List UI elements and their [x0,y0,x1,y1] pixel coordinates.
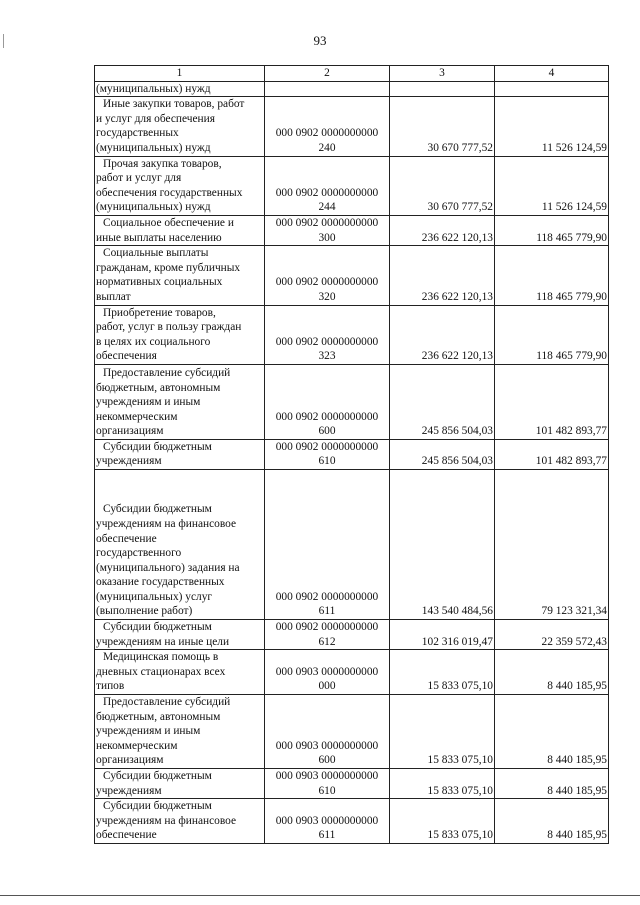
row-code-cell [265,439,390,469]
row-code-cell [265,650,390,695]
column-header-2: 2 [265,66,390,82]
row-amount-col3: 15 833 075,10 [390,799,495,844]
row-code-cell [265,246,390,305]
row-name-line: гражданам, кроме публичных [96,261,241,274]
row-name-cell [95,364,265,439]
table-row [95,695,609,769]
row-name-line: Иные закупки товаров, работ [103,98,245,111]
row-name-line: типов [96,680,125,693]
row-name-cell [95,246,265,305]
row-amount-col4: 101 482 893,77 [495,364,609,439]
row-amount-col4: 8 440 185,95 [495,769,609,799]
table-row [95,470,609,620]
row-name-line: государственных [96,127,179,140]
row-name-cell [95,81,265,97]
row-name-line: Субсидии бюджетным [103,440,212,453]
table-row [95,364,609,439]
row-name-line: (муниципальных) услуг [96,590,213,603]
row-code-line: 000 0903 0000000000 [275,665,379,678]
row-code-line: 000 0902 0000000000 [275,621,379,634]
page-bottom-rule [0,895,640,896]
row-code-cell [265,695,390,769]
row-name-line: работ и услуг для [96,172,182,185]
row-code-line: 000 0902 0000000000 [275,127,379,140]
page-number: 93 [313,33,327,48]
row-code-line: 000 0902 0000000000 [275,410,379,423]
row-code-line: 000 [318,680,336,693]
row-name-line: обеспечения государственных [96,186,243,199]
row-name-cell [95,156,265,215]
row-name-line: Субсидии бюджетным [103,770,212,782]
row-name-line: государственного [96,547,182,560]
row-name-line: (выполнение работ) [96,605,193,618]
row-name-line: дневных стационарах всех [96,665,226,678]
row-name-cell [95,650,265,695]
row-name-line: выплат [96,290,131,303]
row-name-line: бюджетным, автономным [96,381,221,394]
table-row [95,620,609,650]
row-amount-col3: 102 316 019,47 [390,620,495,650]
row-name-cell [95,799,265,844]
row-name-line: иные выплаты населению [96,231,222,244]
row-amount-col4: 11 526 124,59 [495,156,609,215]
row-amount-col4: 8 440 185,95 [495,799,609,844]
row-code-line: 000 0902 0000000000 [275,276,379,289]
row-code-line: 000 0902 0000000000 [275,335,379,348]
row-code-line: 300 [318,231,336,244]
row-name-line: Социальные выплаты [103,247,209,260]
row-code-cell [265,799,390,844]
row-name-line: Субсидии бюджетным [103,800,212,813]
row-code-cell [265,156,390,215]
table-header-row [95,66,609,82]
row-name-line: Предоставление субсидий [103,366,231,379]
row-amount-col4: 101 482 893,77 [495,439,609,469]
row-code-line: 000 0902 0000000000 [275,440,379,453]
row-amount-col4: 118 465 779,90 [495,305,609,364]
row-amount-col4: 11 526 124,59 [495,97,609,156]
row-name-line: Субсидии бюджетным [103,621,212,634]
row-code-cell [265,81,390,97]
row-name-line: Субсидии бюджетным [103,503,212,516]
row-name-line: Медицинская помощь в [103,651,219,664]
row-name-cell [95,620,265,650]
table-row [95,97,609,156]
row-name-line: работ, услуг в пользу граждан [96,321,242,334]
row-name-line: учреждениям на финансовое [96,814,237,827]
row-name-line: Приобретение товаров, [103,306,216,319]
row-name-line: учреждениям на финансовое [96,517,237,530]
row-amount-col3: 143 540 484,56 [390,470,495,620]
row-code-cell [265,364,390,439]
row-code-line: 610 [318,455,336,468]
row-code-line: 000 0902 0000000000 [275,216,379,229]
row-name-cell [95,97,265,156]
row-code-line: 000 0903 0000000000 [275,770,379,782]
row-name-line: учреждениям и иным [96,396,201,409]
row-amount-col4: 118 465 779,90 [495,246,609,305]
row-name-cell [95,215,265,245]
column-header-3: 3 [390,66,495,82]
row-amount-col4: 79 123 321,34 [495,470,609,620]
row-name-line: (муниципальных) нужд [96,82,211,95]
row-code-cell [265,215,390,245]
row-name-line: организациям [96,754,164,767]
row-amount-col3: 236 622 120,13 [390,305,495,364]
table-row [95,439,609,469]
row-code-line: 000 0903 0000000000 [275,739,379,752]
row-amount-col3: 236 622 120,13 [390,215,495,245]
row-code-line: 000 0902 0000000000 [275,590,379,603]
row-name-cell [95,470,265,620]
row-code-line: 600 [318,425,336,438]
budget-table [94,65,609,844]
row-amount-col3: 30 670 777,52 [390,156,495,215]
row-name-line: (муниципальных) нужд [96,141,211,154]
row-amount-col3: 236 622 120,13 [390,246,495,305]
row-amount-col4: 22 359 572,43 [495,620,609,650]
row-code-line: 611 [318,829,336,842]
row-code-cell [265,305,390,364]
row-name-line: учреждениям и иным [96,725,201,738]
row-code-line: 240 [318,141,336,154]
table-row [95,650,609,695]
row-code-cell [265,470,390,620]
row-code-line: 000 0902 0000000000 [275,186,379,199]
row-name-cell [95,439,265,469]
row-amount-col3: 30 670 777,52 [390,97,495,156]
row-name-line: обеспечение [96,829,157,842]
row-code-cell [265,620,390,650]
column-header-1: 1 [95,66,265,82]
row-name-line: оказание государственных [96,576,225,589]
row-amount-col3: 245 856 504,03 [390,364,495,439]
row-amount-col4 [495,81,609,97]
row-code-line: 611 [318,605,336,618]
row-amount-col3 [390,81,495,97]
row-amount-col3: 15 833 075,10 [390,695,495,769]
table-row [95,799,609,844]
row-code-line: 612 [318,635,336,648]
table-row [95,246,609,305]
row-name-line: обеспечения [96,350,157,363]
row-name-line: обеспечение [96,532,157,545]
row-name-line: учреждениям на иные цели [96,635,230,648]
row-code-cell [265,97,390,156]
row-code-line: 600 [318,754,336,767]
row-name-line: и услуг для обеспечения [96,112,215,125]
row-code-line: 610 [318,784,336,797]
row-name-cell [95,769,265,799]
table-row [95,156,609,215]
row-name-line: учреждениям [96,784,162,797]
column-header-4: 4 [495,66,609,82]
table-row [95,305,609,364]
table-row [95,215,609,245]
row-code-line: 244 [318,201,336,214]
row-name-line: организациям [96,425,164,438]
row-name-line: учреждениям [96,455,162,468]
row-name-line: Социальное обеспечение и [103,216,234,229]
row-name-line: некоммерческим [96,739,178,752]
row-name-line: (муниципальных) нужд [96,201,211,214]
row-name-line: в целях их социального [96,335,211,348]
row-name-cell [95,695,265,769]
row-amount-col4: 8 440 185,95 [495,695,609,769]
row-name-line: нормативных социальных [96,276,223,289]
row-name-cell [95,305,265,364]
table-row [95,769,609,799]
row-name-line: Предоставление субсидий [103,696,231,709]
row-name-line: Прочая закупка товаров, [103,157,222,170]
row-amount-col4: 118 465 779,90 [495,215,609,245]
row-amount-col3: 15 833 075,10 [390,769,495,799]
table-body [95,81,609,843]
row-amount-col4: 8 440 185,95 [495,650,609,695]
row-amount-col3: 245 856 504,03 [390,439,495,469]
row-code-line: 000 0903 0000000000 [275,814,379,827]
row-name-line: (муниципального) задания на [96,561,240,574]
row-code-cell [265,769,390,799]
table-row [95,81,609,97]
row-code-line: 323 [318,350,336,363]
row-amount-col3: 15 833 075,10 [390,650,495,695]
row-code-line: 320 [318,290,336,303]
row-name-line: бюджетным, автономным [96,710,221,723]
row-name-line: некоммерческим [96,410,178,423]
